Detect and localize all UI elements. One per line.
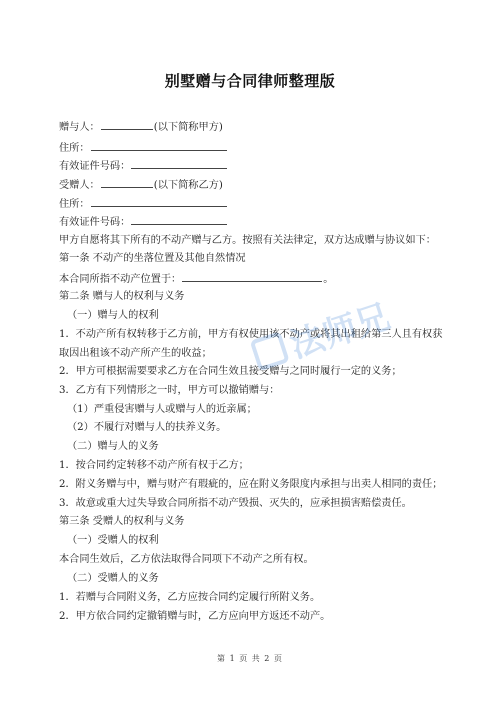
article-3-section-2: （二）受赠人的义务 (67, 573, 159, 584)
article-3-duty-2: 2．甲方依合同约定撤销赠与时，乙方应向甲方返还不动产。 (59, 611, 331, 622)
article-2-section-1: （一）赠与人的权利 (67, 310, 159, 321)
donor-line (59, 119, 223, 135)
donor-id-line (59, 158, 228, 174)
page-footer: 第 1 页 共 2 页 (217, 654, 283, 663)
donor-address-line (59, 140, 228, 156)
donee-line (59, 177, 223, 193)
donee-blank[interactable] (101, 177, 153, 188)
location-prefix: 本合同所指不动产位置于： (59, 274, 182, 285)
donor-address-blank[interactable] (91, 140, 227, 151)
intro-paragraph: 甲方自愿将其下所有的不动产赠与乙方。按照有关法律定，双方达成赠与协议如下： (59, 235, 436, 246)
article-2-item-1-line-1: 1．不动产所有权转移于乙方前，甲方有权使用该不动产或将其出租给第三人且有权获 (59, 329, 443, 340)
article-2-duty-2: 2．附义务赠与中，赠与财产有瑕疵的，应在附义务限度内承担与出卖人相同的责任； (59, 479, 443, 490)
article-3-duty-1: 1．若赠与合同附义务，乙方应按合同约定履行所附义务。 (59, 592, 321, 603)
donor-address-label: 住所： (59, 143, 90, 154)
article-2-item-3-2: （2）不履行对赠与人的扶养义务。 (67, 422, 227, 433)
location-blank[interactable] (182, 271, 322, 282)
article-2-item-2: 2．甲方可根据需要要求乙方在合同生效且接受赠与之同时履行一定的义务； (59, 366, 402, 377)
document-title: 别墅赠与合同律师整理版 (164, 72, 336, 90)
article-2-item-3: 3．乙方有下列情形之一时，甲方可以撤销赠与： (59, 385, 280, 396)
donor-suffix: (以下简称甲方) (153, 122, 223, 133)
article-3-heading: 第三条 受赠人的权利与义务 (59, 516, 185, 527)
article-2-section-2: （二）赠与人的义务 (67, 441, 159, 452)
article-2-item-1-line-2: 取因出租该不动产所产生的收益； (59, 348, 212, 359)
article-1-location (59, 271, 333, 287)
article-2-item-3-1: （1）严重侵害赠与人或赠与人的近亲属； (67, 404, 257, 415)
donee-address-label: 住所： (59, 199, 90, 210)
article-2-heading: 第二条 赠与人的权利与义务 (59, 291, 185, 302)
donee-address-line (59, 196, 228, 212)
donee-label: 受赠人： (59, 180, 100, 191)
donor-id-label: 有效证件号码： (59, 161, 131, 172)
article-3-section-1: （一）受赠人的权利 (67, 535, 159, 546)
donee-id-line (59, 214, 228, 230)
location-suffix: 。 (323, 274, 334, 285)
donee-id-label: 有效证件号码： (59, 217, 131, 228)
article-2-duty-1: 1．按合同约定转移不动产所有权于乙方； (59, 460, 249, 471)
watermark-text: 法师兄 (285, 296, 395, 367)
donor-label: 赠与人： (59, 122, 100, 133)
donee-id-blank[interactable] (131, 214, 227, 225)
donor-blank[interactable] (101, 119, 153, 130)
donee-address-blank[interactable] (91, 196, 227, 207)
article-3-right: 本合同生效后，乙方依法取得合同项下不动产之所有权。 (59, 554, 314, 565)
donee-suffix: (以下简称乙方) (153, 180, 223, 191)
article-2-duty-3: 3．故意或重大过失导致合同所指不动产毁损、灭失的，应承担损害赔偿责任。 (59, 498, 412, 509)
article-1-heading: 第一条 不动产的坐落位置及其他自然情况 (59, 253, 246, 264)
donor-id-blank[interactable] (131, 158, 227, 169)
